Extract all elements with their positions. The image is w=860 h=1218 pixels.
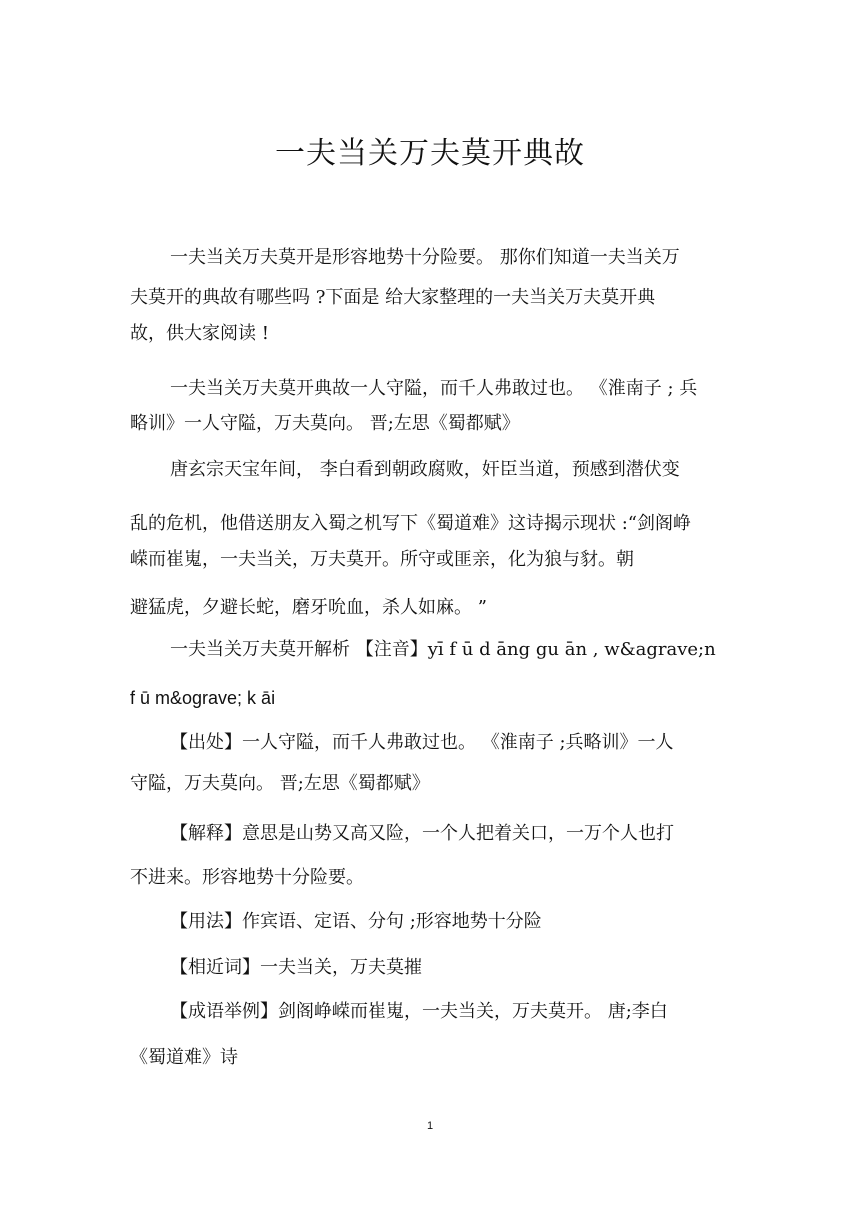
meaning-line-1: 【解释】意思是山势又高又险，一个人把着关口，一万个人也打 — [170, 823, 674, 844]
example-line-2: 《蜀道难》诗 — [130, 1047, 238, 1068]
story-line-3: 嵘而崔嵬，一夫当关，万夫莫开。所守或匪亲，化为狼与豺。朝 — [130, 549, 634, 570]
meaning-line-2: 不进来。形容地势十分险要。 — [130, 867, 364, 888]
intro-line-3: 故，供大家阅读 ! — [130, 323, 269, 344]
story-line-2: 乱的危机，他借送朋友入蜀之机写下《蜀道难》这诗揭示现状 :“剑阁峥 — [130, 513, 691, 534]
source-line-2: 守隘，万夫莫向。 晋;左思《蜀都赋》 — [130, 773, 430, 794]
example-line-1: 【成语举例】剑阁峥嵘而崔嵬，一夫当关，万夫莫开。 唐;李白 — [170, 1001, 668, 1022]
intro-line-2: 夫莫开的典故有哪些吗 ?下面是 给大家整理的一夫当关万夫莫开典 — [130, 287, 656, 308]
origin-line-1: 一夫当关万夫莫开典故一人守隘，而千人弗敢过也。 《淮南子 ; 兵 — [170, 378, 698, 399]
analysis-line-1: 一夫当关万夫莫开解析 【注音】yī f ū d āng gu ān , w&agrave;n — [170, 639, 716, 660]
story-line-4: 避猛虎，夕避长蛇，磨牙吮血，杀人如麻。 ” — [130, 597, 487, 618]
document-title: 一夫当关万夫莫开典故 — [275, 136, 585, 171]
usage-line: 【用法】作宾语、定语、分句 ;形容地势十分险 — [170, 911, 542, 932]
story-line-1: 唐玄宗天宝年间， 李白看到朝政腐败，奸臣当道，预感到潜伏变 — [170, 459, 680, 480]
source-line-1: 【出处】一人守隘，而千人弗敢过也。 《淮南子 ;兵略训》一人 — [170, 732, 674, 753]
page-number: 1 — [426, 1120, 434, 1132]
origin-line-2: 略训》一人守隘，万夫莫向。 晋;左思《蜀都赋》 — [130, 413, 520, 434]
intro-line-1: 一夫当关万夫莫开是形容地势十分险要。 那你们知道一夫当关万 — [170, 247, 680, 268]
analysis-line-2: f ū m&ograve; k āi — [130, 688, 276, 708]
synonym-line: 【相近词】一夫当关，万夫莫摧 — [170, 957, 422, 978]
